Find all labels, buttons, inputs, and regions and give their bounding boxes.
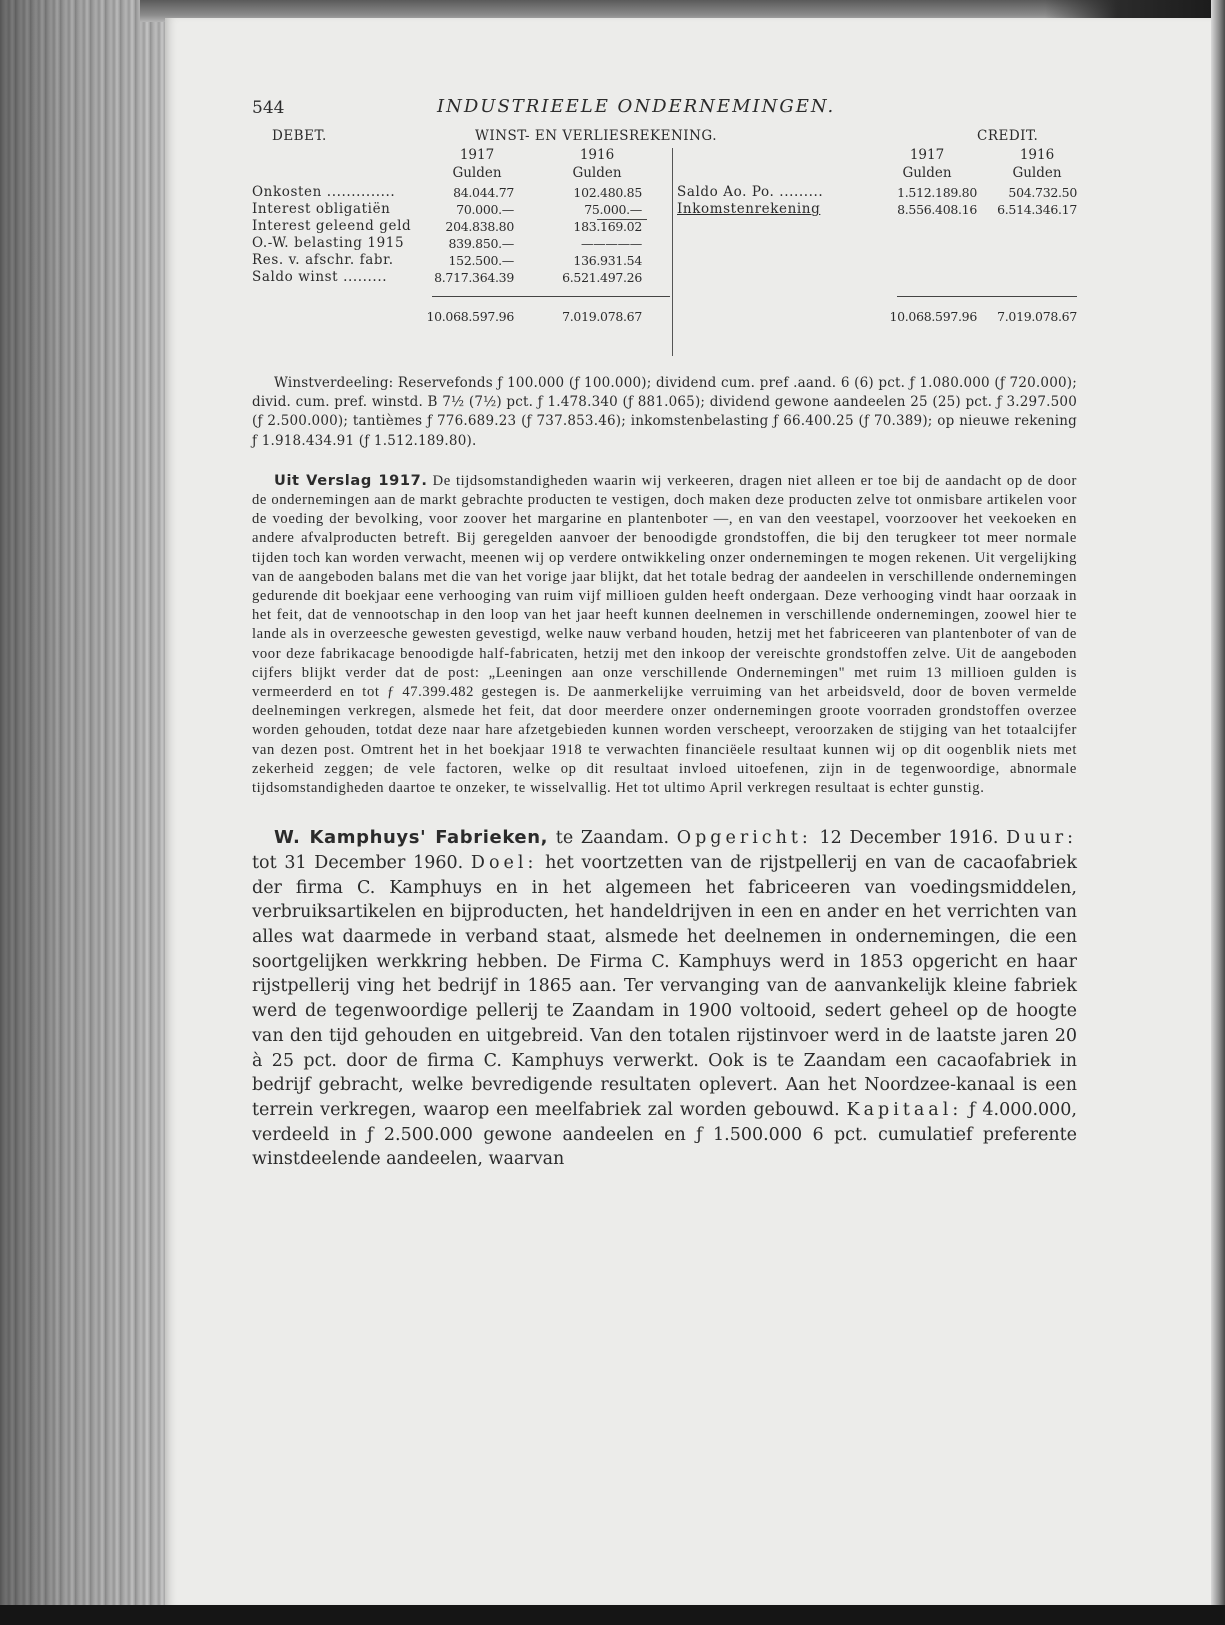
value-1916: 75.000.— [584,202,642,217]
value-1916: ————— [580,236,642,251]
row-label: Res. v. afschr. fabr. [252,252,394,268]
unit-label: Gulden [902,165,952,181]
kamphuys-entry [252,826,1077,1172]
debet-row [252,235,672,252]
value-1917: 8.717.364.39 [434,270,514,285]
duur-label: Duur: [1006,828,1077,849]
running-head [252,88,1077,128]
row-label: Interest geleend geld [252,218,412,234]
debet-row [252,218,672,235]
value-1916: 6.514.346.17 [997,202,1077,217]
year-label: 1917 [459,147,495,163]
value-1917: 84.044.77 [453,185,514,200]
debet-label: DEBET. [272,128,327,144]
kapitaal-value: ƒ 4.000.000, verdeeld in ƒ 2.500.000 gewone aandeelen en ƒ 1.500.000 6 pct. cumulatief preferente winstdeelende aandeelen, waarvan [252,1100,1077,1170]
value-1916: 504.732.50 [1008,185,1077,200]
row-label: Inkomstenrekening [677,201,821,217]
total-1917: 10.068.597.96 [889,309,977,324]
debet-row [252,269,672,286]
year-label: 1916 [579,147,615,163]
credit-label: CREDIT. [977,128,1039,144]
value-1917: 204.838.80 [445,219,514,234]
account-titles [252,128,1077,146]
verslag-heading: Uit Verslag 1917. [274,471,428,489]
opgericht-label: Opgericht: [676,828,812,849]
year-label: 1917 [909,147,945,163]
unit-label: Gulden [1012,165,1062,181]
credit-col-1916 [997,146,1077,182]
company-name: W. Kamphuys' Fabrieken, [274,827,549,849]
credit-total-rule [897,296,1077,297]
debet-row [252,201,672,218]
credit-col-1917 [887,146,967,182]
row-label: O.-W. belasting 1915 [252,235,405,251]
verslag-paragraph [252,471,1077,798]
debet-total-row [252,308,672,325]
value-1916: 6.521.497.26 [562,270,642,285]
value-1916: 183.169.02 [573,219,642,234]
page-number: 544 [252,98,285,118]
winstverdeeling-paragraph: Winstverdeeling: Reservefonds ƒ 100.000 (ƒ 100.000); dividend cum. pref .aand. 6 (6) pct. ƒ 1.080.000 (ƒ 720.000); divid. cum. pref. winstd. B 7½ (7½) pct. ƒ 1.478.340 (ƒ 881.065); dividend gewone aandeelen 25 (25) pct. ƒ 3.297.500 (ƒ 2.500.000); tantièmes ƒ 776.689.23 (ƒ 737.853.46); inkomstenbelasting ƒ 66.400.25 (ƒ 70.389); op nieuwe rekening ƒ 1.918.434.91 (ƒ 1.512.189.80). [252,375,1077,449]
doel-label: Doel: [470,852,538,873]
unit-label: Gulden [452,165,502,181]
total-1916: 7.019.078.67 [997,309,1077,324]
book-bottom-shadow [0,1605,1225,1625]
value-1917: 152.500.— [448,253,514,268]
duur-value: tot 31 December 1960. [252,852,471,873]
profit-loss-account [252,128,1077,358]
value-1916: 102.480.85 [573,185,642,200]
unit-label: Gulden [572,165,622,181]
debet-row [252,184,672,201]
verslag-body: De tijdsomstandigheden waarin wij verkeeren, dragen niet alleen er toe bij de aandacht op de door de ondernemingen aan de markt gebrachte producten te vestigen, doch maken deze producten zelve tot onmisbare artikelen voor de voeding der bevolking, voor zoover het margarine en plantenboter —, en van den veestapel, voorzoover het veekoeken en andere afvalproducten betreft. Bij geregelden aanvoer der benoodigde grondstoffen, die bij den terugkeer tot meer normale tijden toch kan worden verwacht, meenen wij op verdere ontwikkeling onzer ondernemingen te mogen rekenen. Uit vergelijking van de aangeboden balans met die van het vorige jaar blijkt, dat het totale bedrag der aandeelen in verschillende ondernemingen gedurende dit boekjaar eene verhooging van ruim vijf millioen gulden heeft ondergaan. Deze verhooging vindt haar oorzaak in het feit, dat de vennootschap in den loop van het jaar heeft kunnen deelnemen in verschillende ondernemingen, zoowel hier te lande als in overzeesche gewesten gevestigd, welke nauw verband houden, hetzij met het fabriceeren van plantenboter of van de voor deze fabrikacage benoodigde half-fabricaten, hetzij met den inkoop der vereischte grondstoffen zelve. Uit de aangeboden cijfers blijkt verder dat de post: „Leeningen aan onze verschillende Ondernemingen" met ruim 13 millioen gulden is vermeerderd en tot ƒ 47.399.482 gestegen is. De aanmerkelijke verruiming van het arbeidsveld, door de boven vermelde deelnemingen verkregen, alsmede het feit, dat door meerdere onzer ondernemingen groote voorraden grondstoffen overzee worden gehouden, totdat deze naar hare afzetgebieden kunnen worden verscheept, veroorzaken de stijging van het totaalcijfer van dezen post. Omtrent het in het boekjaar 1918 te verwachten financiëele resultaat kunnen wij op dit oogenblik niets met zekerheid zeggen; de vele factoren, welke op dit resultaat invloed uitoefenen, zijn in de tegenwoordige, abnormale tijdsomstandigheden daartoe te onzeker, te wisselvallig. Het tot ultimo April verkregen resultaat is echter gunstig. [252,472,1077,797]
total-1917: 10.068.597.96 [426,309,514,324]
credit-row [677,201,1077,218]
kapitaal-label: Kapitaal: [846,1100,963,1120]
opgericht-value: 12 December 1916. [811,828,1007,849]
debet-row [252,252,672,269]
year-label: 1916 [1019,147,1055,163]
row-label: Onkosten .............. [252,184,396,200]
total-1916: 7.019.078.67 [562,309,642,324]
credit-total-row [677,308,1077,325]
page-content [252,88,1077,1172]
row-label: Interest obligatiën [252,201,391,217]
credit-row [677,184,1077,201]
book-page-edges [0,0,172,1625]
book-page [165,18,1211,1606]
running-head-title: INDUSTRIEELE ONDERNEMINGEN. [437,96,836,117]
value-1917: 8.556.408.16 [897,202,977,217]
row-label: Saldo winst ......... [252,269,388,285]
debet-total-rule [432,296,670,297]
debet-col-1917 [437,146,517,182]
book-right-edge [1211,0,1225,1625]
debet-col-1916 [557,146,637,182]
value-1917: 1.512.189.80 [897,185,977,200]
company-location: te Zaandam. [548,828,677,849]
account-title: WINST- EN VERLIESREKENING. [475,128,718,144]
value-1917: 839.850.— [448,236,514,251]
row-label: Saldo Ao. Po. ......... [677,184,824,200]
value-1917: 70.000.— [456,202,514,217]
book-top-shadow [1045,0,1225,18]
value-1916: 136.931.54 [573,253,642,268]
account-divider [672,148,673,356]
doel-value: het voortzetten van de rijstpellerij en van de cacaofabriek der firma C. Kamphuys en in het algemeen het fabriceeren van voedingsmiddelen, verbruiksartikelen en bijproducten, het handeldrijven in een en ander en het verrichten van alles wat daarmede in verband staat, alsmede het deelnemen in ondernemingen, die een soortgelijken werkkring hebben. De Firma C. Kamphuys werd in 1853 opgericht en haar rijstpellerij ving het bedrijf in 1865 aan. Ter vervanging van de aanvankelijk kleine fabriek werd de tegenwoordige pellerij te Zaandam in 1900 voltooid, sedert geheel op de hoogte van den tijd gehouden en uitgebreid. Van den totalen rijstinvoer werd in de laatste jaren 20 à 25 pct. door de firma C. Kamphuys verwerkt. Ook is te Zaandam een cacaofabriek in bedrijf gebracht, welke bevredigende resultaten oplevert. Aan het Noordzee-kanaal is een terrein verkregen, waarop een meelfabriek zal worden gebouwd. [252,852,1077,1120]
